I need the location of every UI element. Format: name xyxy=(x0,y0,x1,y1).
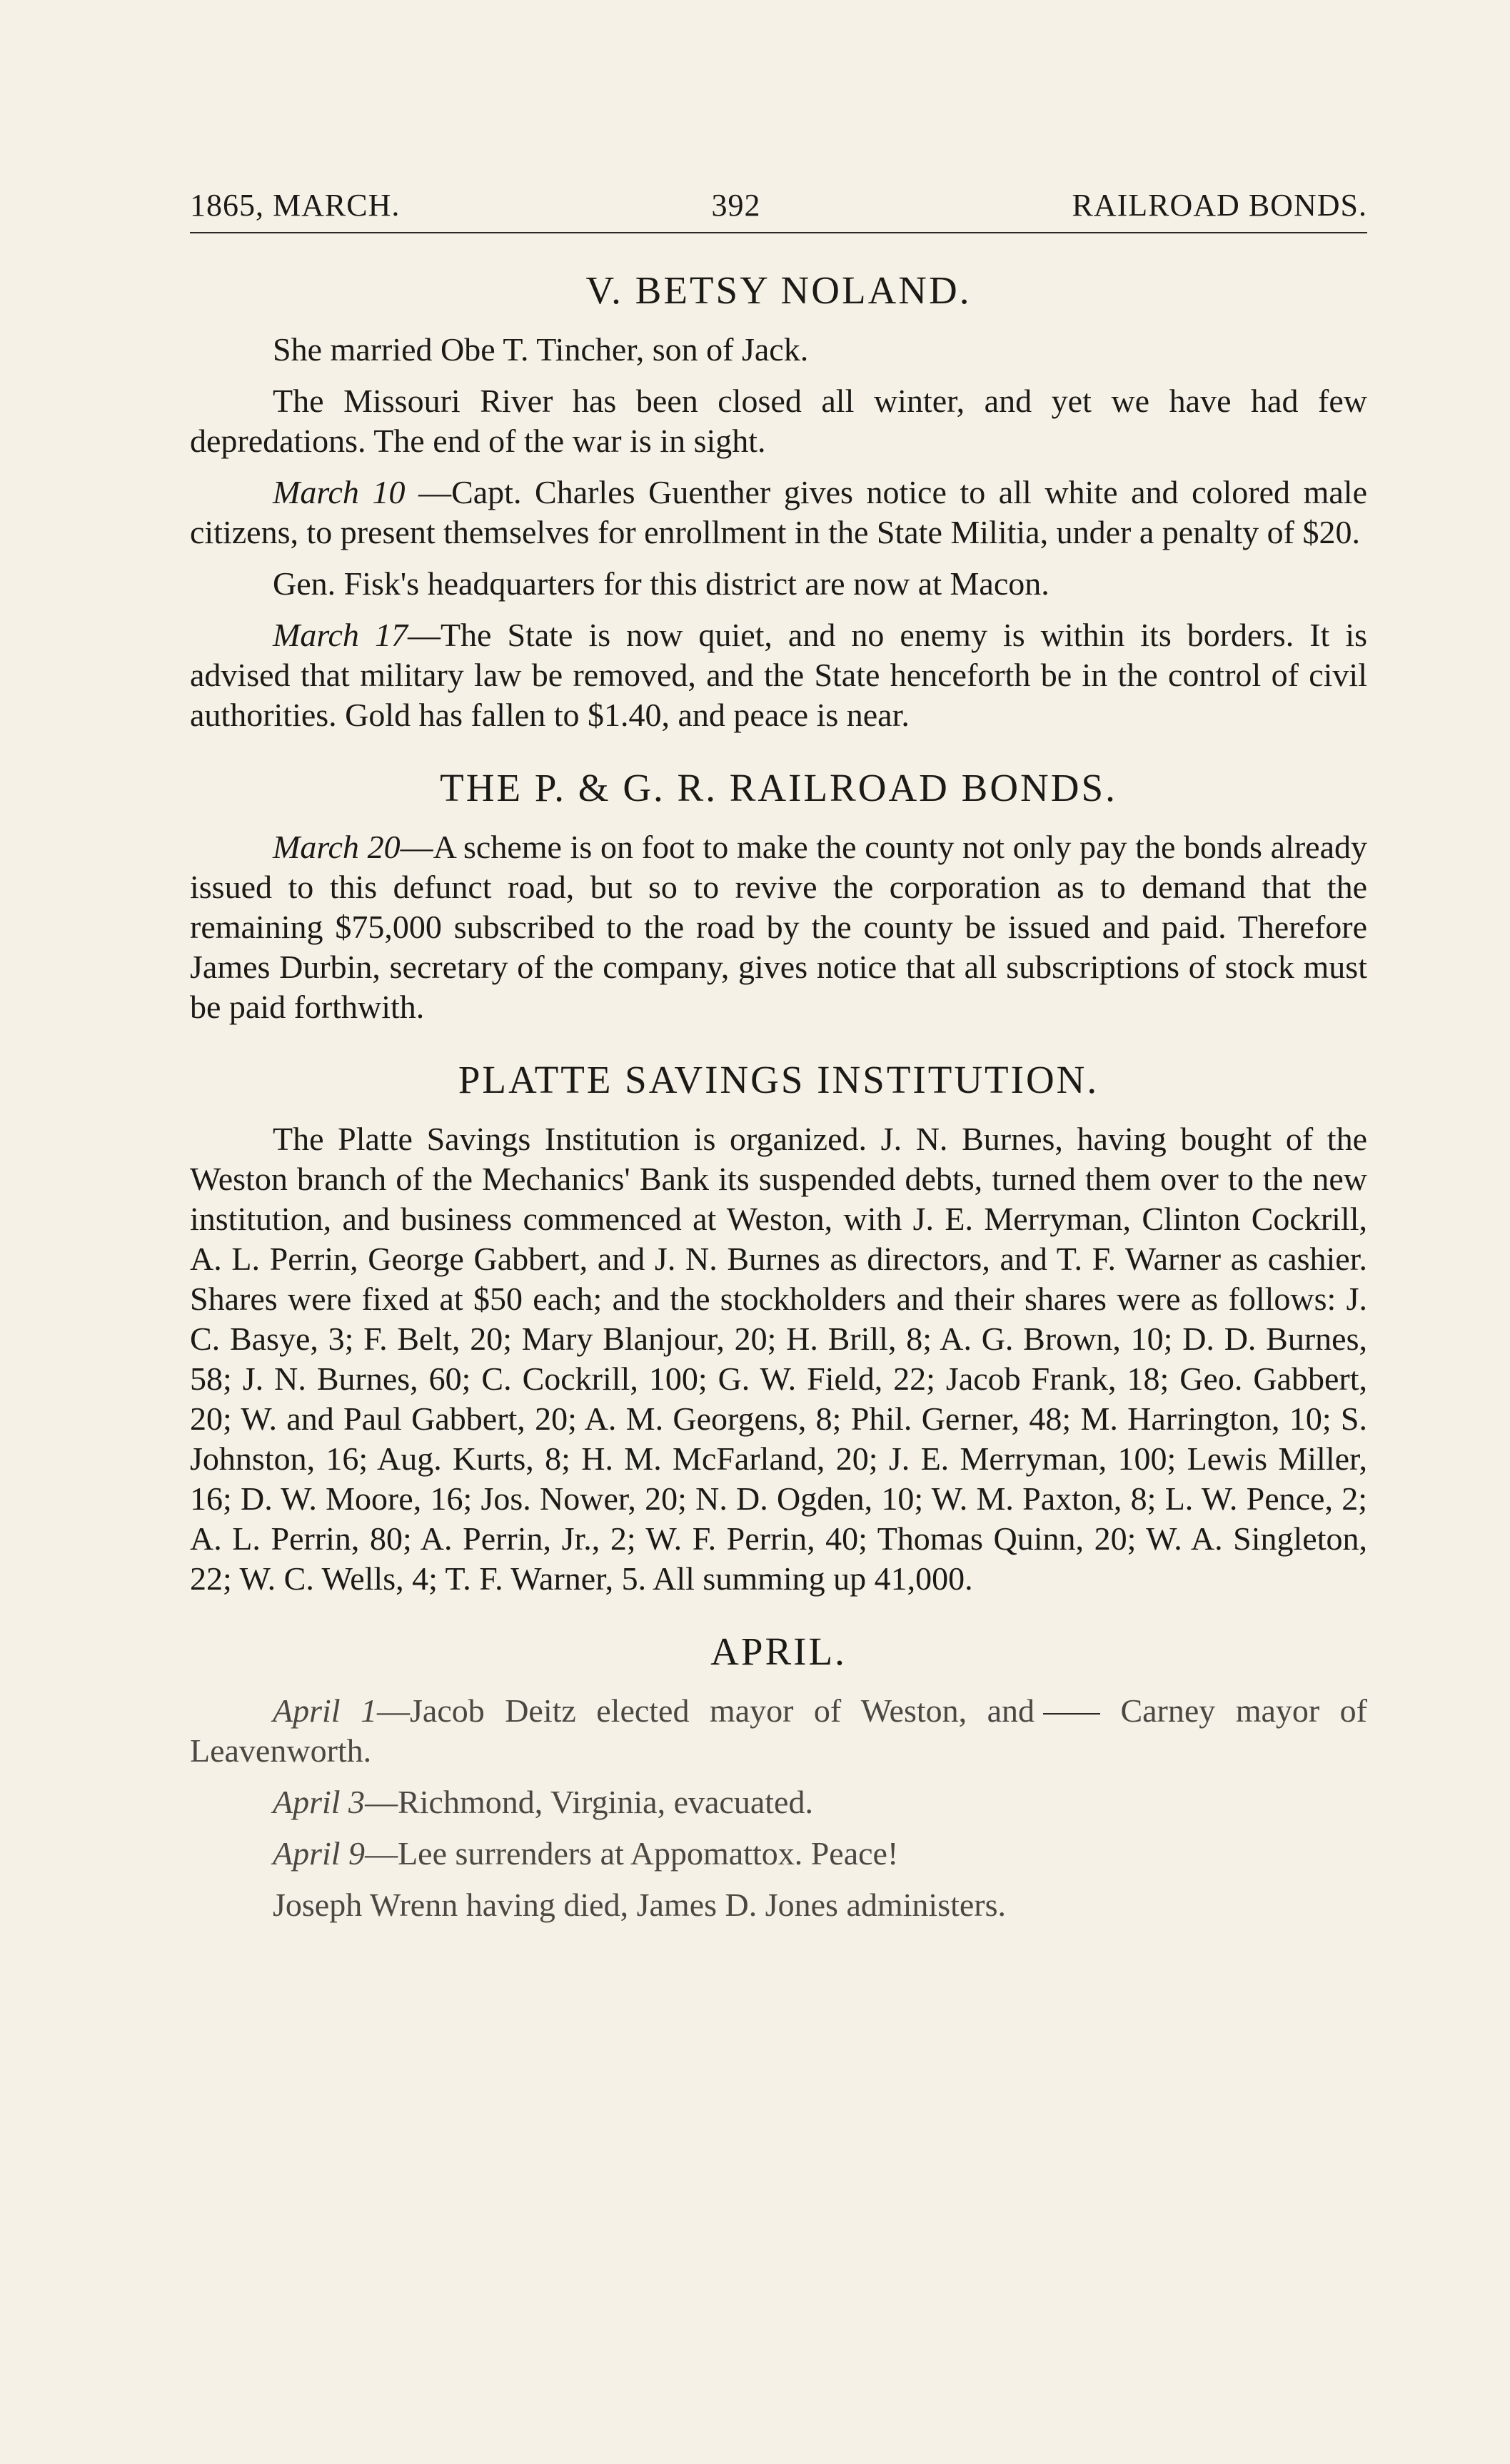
entry-text-continued: Carney mayor of Leavenworth. xyxy=(190,1692,1368,1769)
paragraph xyxy=(190,1885,1367,1925)
heading-betsy-noland: V. BETSY NOLAND. xyxy=(585,268,972,312)
dated-entry xyxy=(190,827,1367,1027)
heading-platte-savings: PLATTE SAVINGS INSTITUTION. xyxy=(458,1058,1099,1101)
dated-entry xyxy=(190,473,1367,552)
entry-date: April 1 xyxy=(273,1692,378,1729)
entry-text: —Capt. Charles Guenther gives notice to all white and colored male citizens, to present themselves for enrollment in the State Militia, under a penalty of $20. xyxy=(190,474,1367,550)
paragraph-text: Gen. Fisk's headquarters for this district are now at Macon. xyxy=(273,565,1050,602)
dated-entry xyxy=(190,1834,1367,1874)
paragraph-text: Joseph Wrenn having died, James D. Jones administers. xyxy=(273,1887,1007,1923)
entry-date: April 9 xyxy=(273,1835,366,1872)
paragraph xyxy=(190,381,1367,461)
entry-text: —Jacob Deitz elected mayor of Weston, and xyxy=(377,1692,1035,1729)
paragraph xyxy=(190,564,1367,604)
entry-text: —The State is now quiet, and no enemy is within its borders. It is advised that military law be removed, and the State henceforth be in the control of civil authorities. Gold has fallen to $1.40, and peace is near. xyxy=(190,617,1367,733)
paragraph-text: The Missouri River has been closed all winter, and yet we have had few depredations. The end of the war is in sight. xyxy=(190,383,1367,459)
page-content xyxy=(190,268,1367,1925)
page-number: 392 xyxy=(711,188,761,223)
entry-text: —Lee surrenders at Appomattox. Peace! xyxy=(365,1835,899,1872)
heading-railroad-bonds: THE P. & G. R. RAILROAD BONDS. xyxy=(440,766,1117,809)
entry-date: March 17 xyxy=(273,617,408,653)
heading-april: APRIL. xyxy=(710,1630,847,1673)
header-left: 1865, MARCH. xyxy=(190,188,401,223)
paragraph-stockholders xyxy=(190,1119,1367,1599)
paragraph xyxy=(190,330,1367,370)
entry-text: —Richmond, Virginia, evacuated. xyxy=(365,1784,813,1820)
paragraph-text: The Platte Savings Institution is organized. J. N. Burnes, having bought of the Weston branch of the Mechanics' Bank its suspended debts, turned them over to the new institution, and business commenced at Weston, with J. E. Merryman, Clinton Cockrill, A. L. Perrin, George Gabbert, and J. N. Burnes as directors, and T. F. Warner as cashier. Shares were fixed at $50 each; and the stockholders and their shares were as follows: J. C. Basye, 3; F. Belt, 20; Mary Blanjour, 20; H. Brill, 8; A. G. Brown, 10; D. D. Burnes, 58; J. N. Burnes, 60; C. Cockrill, 100; G. W. Field, 22; Jacob Frank, 18; Geo. Gabbert, 20; W. and Paul Gabbert, 20; A. M. Georgens, 8; Phil. Gerner, 48; M. Harrington, 10; S. Johnston, 16; Aug. Kurts, 8; H. M. McFarland, 20; J. E. Merryman, 100; Lewis Miller, 16; D. W. Moore, 16; Jos. Nower, 20; N. D. Ogden, 10; W. M. Paxton, 8; L. W. Pence, 2; A. L. Perrin, 80; A. Perrin, Jr., 2; W. F. Perrin, 40; Thomas Quinn, 20; W. A. Singleton, 22; W. C. Wells, 4; T. F. Warner, 5. All summing up 41,000. xyxy=(190,1121,1367,1597)
entry-text: —A scheme is on foot to make the county not only pay the bonds already issued to this defunct road, but so to revive the corporation as to demand that the remaining $75,000 subscribed to the road by the county be issued and paid. Therefore James Durbin, secretary of the company, gives notice that all subscriptions of stock must be paid forthwith. xyxy=(190,829,1368,1025)
running-head xyxy=(190,187,1367,233)
dated-entry xyxy=(190,1691,1367,1771)
dash-rule xyxy=(1043,1713,1100,1715)
paragraph-text: She married Obe T. Tincher, son of Jack. xyxy=(273,331,809,368)
dated-entry xyxy=(190,615,1367,735)
entry-date: March 20 xyxy=(273,829,401,865)
header-right: RAILROAD BONDS. xyxy=(1072,188,1367,223)
entry-date: March 10 xyxy=(273,474,406,510)
entry-date: April 3 xyxy=(273,1784,366,1820)
dated-entry xyxy=(190,1782,1367,1822)
